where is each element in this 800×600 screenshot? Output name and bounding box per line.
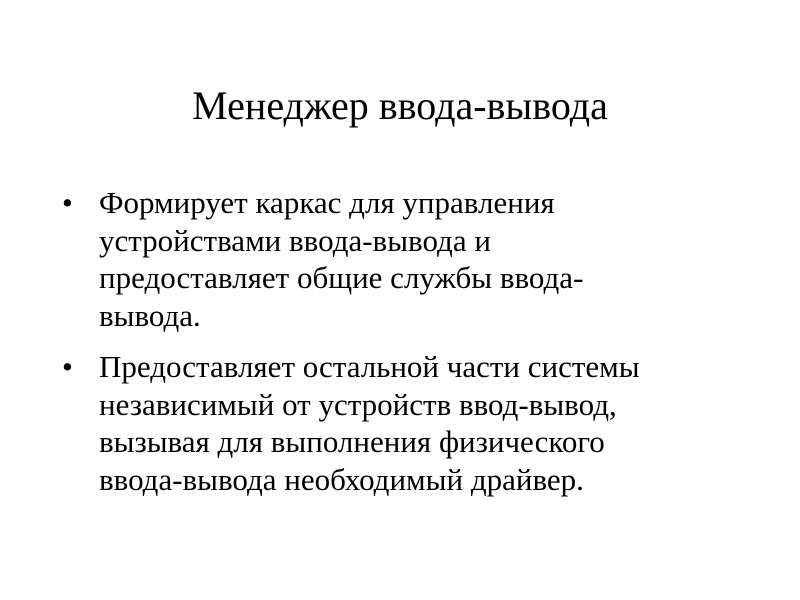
bullet-text-line: независимый от устройств ввод-вывод,: [99, 386, 617, 422]
bullet-text-line: вывода.: [99, 297, 201, 333]
bullet-marker: •: [62, 349, 73, 384]
bullet-text-line: ввода-вывода необходимый драйвер.: [99, 461, 584, 497]
bullet-text-line: Предоставляет остальной части системы: [99, 349, 640, 384]
bullet-list: [62, 184, 762, 512]
bullet-marker: •: [62, 185, 73, 220]
bullet-text-line: предоставляет общие службы ввода-: [99, 260, 584, 295]
bullet-item-2: [62, 348, 762, 498]
bullet-text-line: Формирует каркас для управления: [99, 185, 555, 220]
bullet-item-1: [62, 184, 762, 334]
bullet-text-line: устройствами ввода-вывода и: [99, 222, 491, 258]
bullet-text-line: вызывая для выполнения физического: [99, 424, 605, 459]
slide-title: Менеджер ввода-вывода: [192, 83, 608, 128]
